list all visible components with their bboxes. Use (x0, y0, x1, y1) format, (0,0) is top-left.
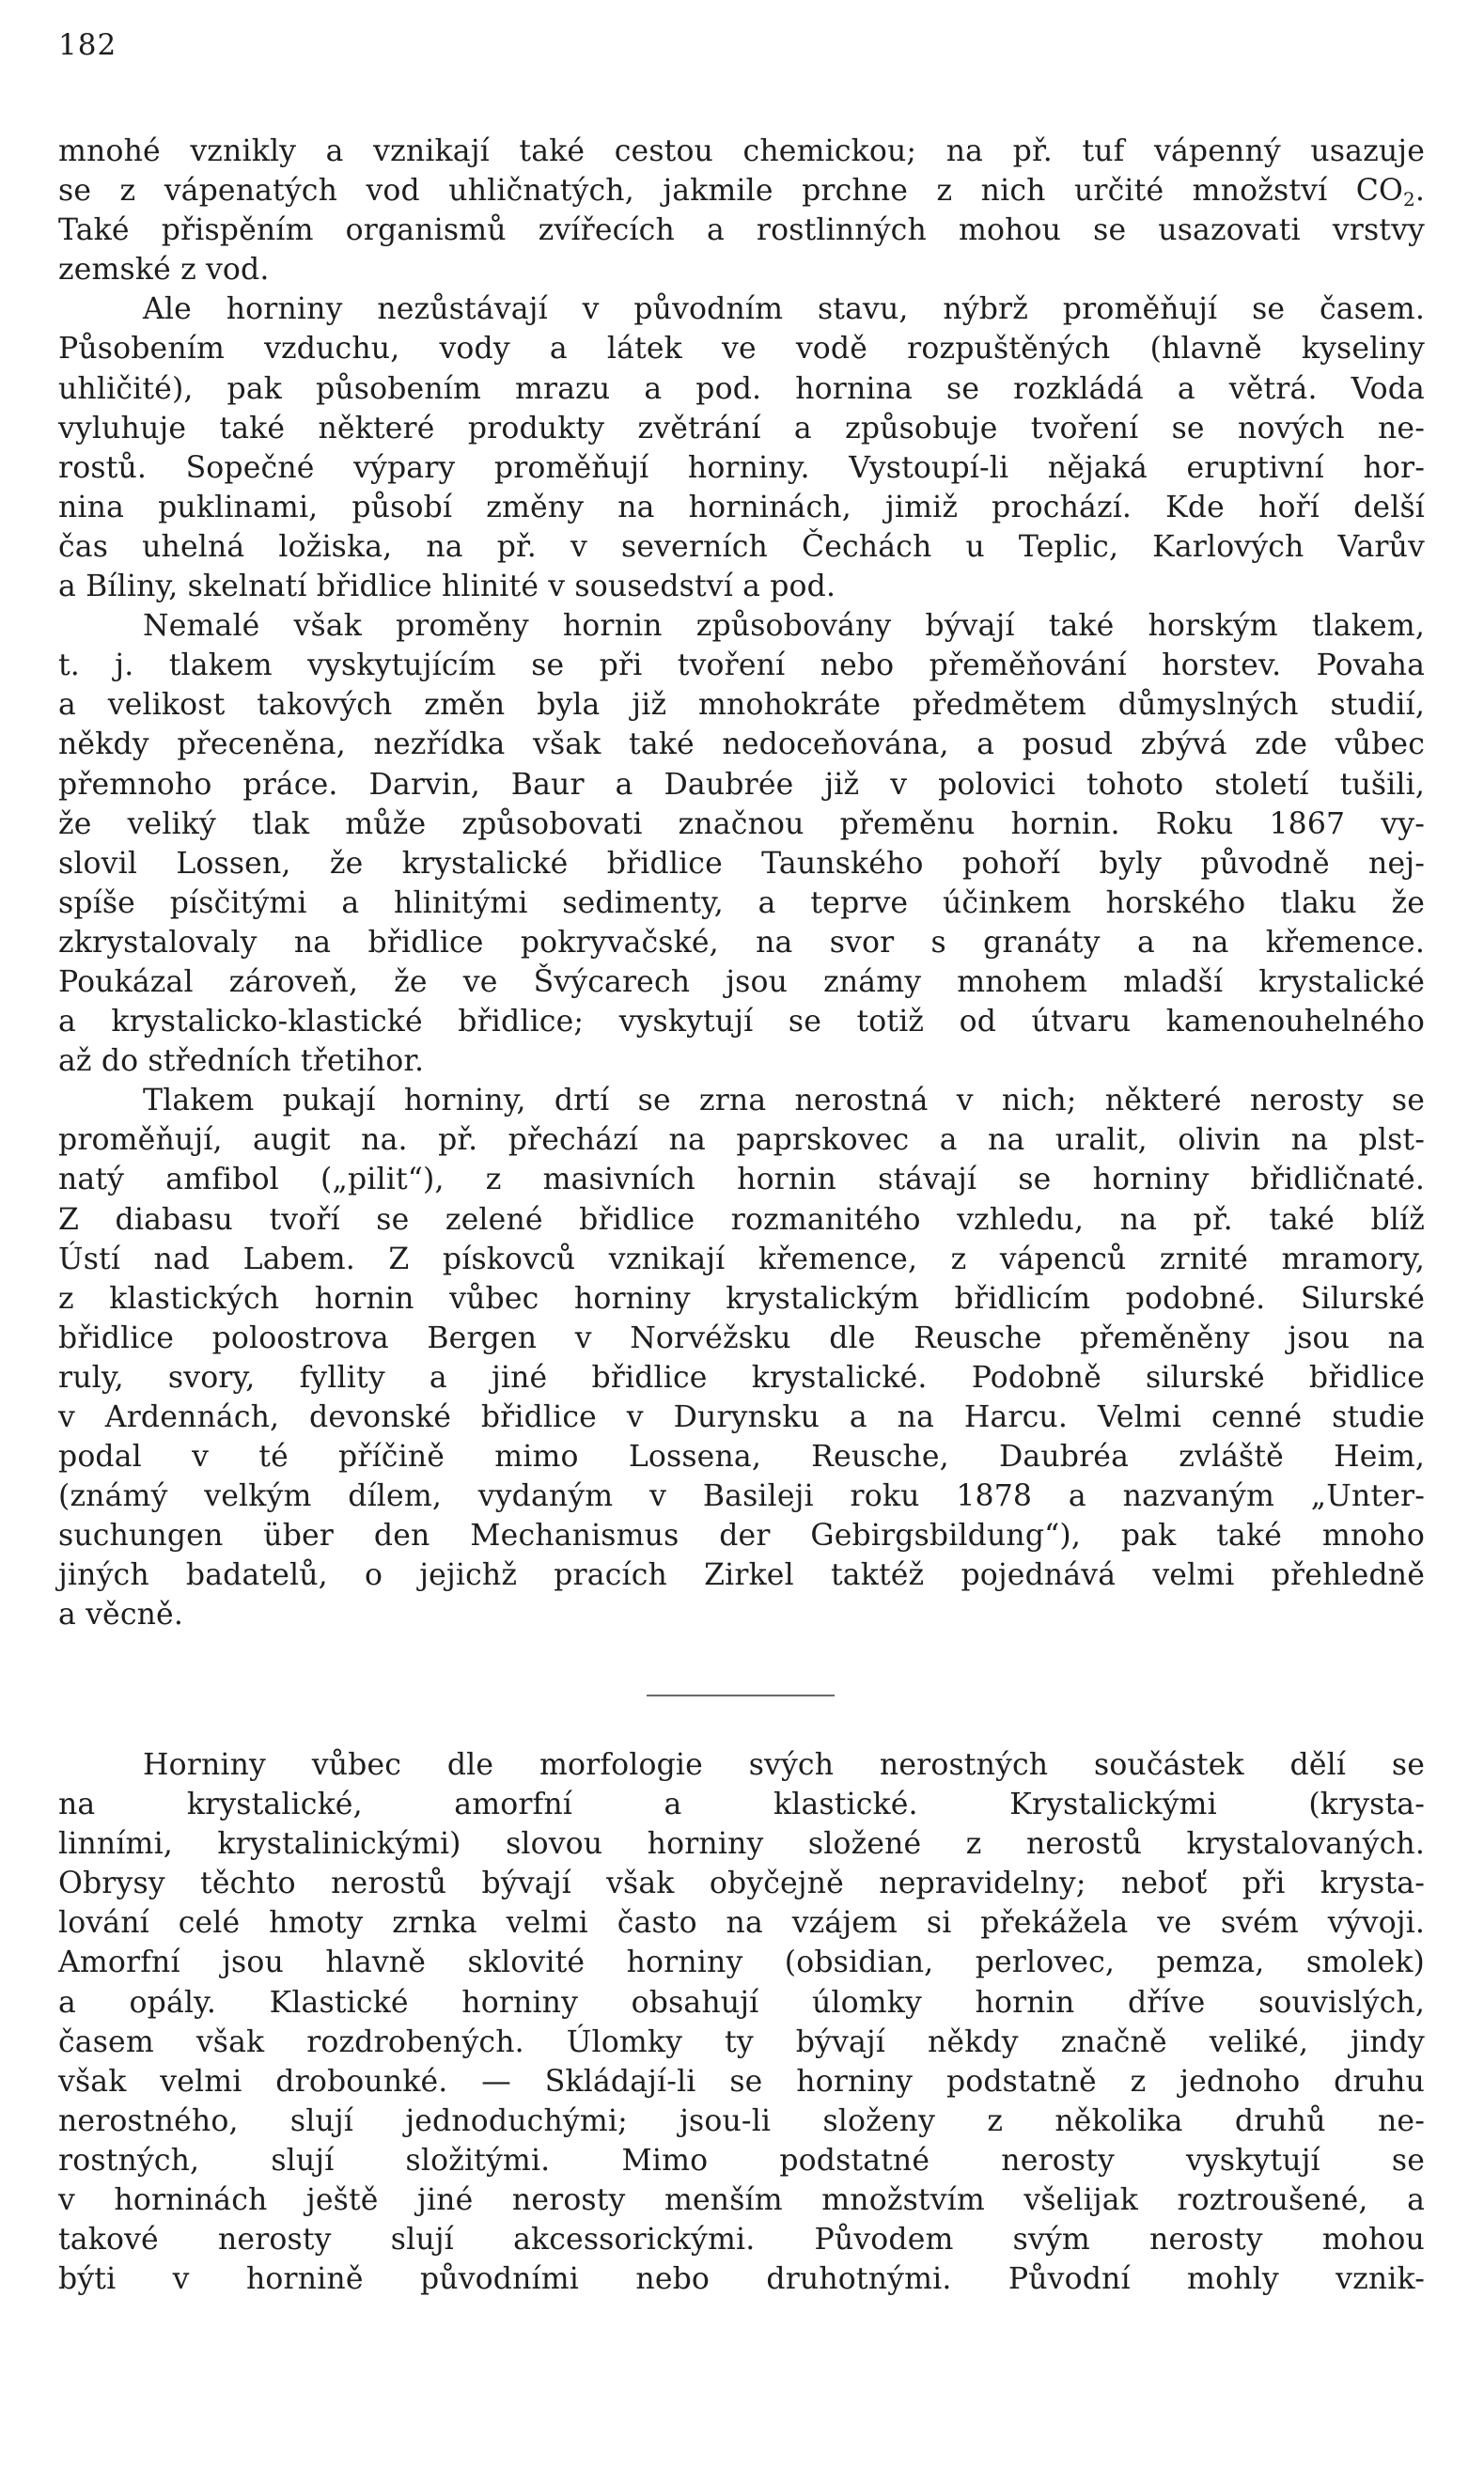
paragraph-start: Tlakem pukají horniny, drtí se zrna nerostná v nich; některé nerosty se (143, 1084, 1425, 1118)
text-line: podal v té příčině mimo Lossena, Reusche, Daubréa zvláště Heim, (58, 1440, 1425, 1475)
text-line: jiných badatelů, o jejichž pracích Zirkel taktéž pojednává velmi přehledně (58, 1558, 1425, 1593)
text-line-content: se z vápenatých vod uhličnatých, jakmile prchne z nich určité množství CO (58, 174, 1403, 209)
text-line-co2 (58, 171, 1425, 211)
text-line: býti v hornině původními nebo druhotnými. Původní mohly vznik- (58, 2262, 1425, 2297)
paragraph-start: Nemalé však proměny hornin způsobovány bývají také horským tlakem, (143, 609, 1425, 644)
text-section-1 (58, 132, 1425, 1635)
text-line: Poukázal zároveň, že ve Švýcarech jsou známy mnohem mladší krystalické (58, 964, 1425, 999)
text-line: až do středních třetihor. (58, 1044, 425, 1079)
text-line: natý amfibol („pilit“), z masivních hornin stávají se horniny břidličnaté. (58, 1163, 1425, 1197)
text-line: slovil Lossen, že krystalické břidlice Taunského pohoří byly původně nej- (58, 846, 1425, 881)
text-line: z klastických hornin vůbec horniny krystalickým břidlicím podobné. Silurské (58, 1281, 1425, 1316)
text-line: a velikost takových změn byla již mnohokráte předmětem důmyslných studií, (58, 688, 1425, 723)
text-line: vyluhuje také některé produkty zvětrání a způsobuje tvoření se nových ne- (58, 411, 1425, 445)
text-line: že veliký tlak může způsobovati značnou přeměnu hornin. Roku 1867 vy- (58, 806, 1425, 841)
text-line: uhličité), pak působením mrazu a pod. hornina se rozkládá a větrá. Voda (58, 371, 1425, 406)
text-line: Amorfní jsou hlavně sklovité horniny (obsidian, perlovec, pemza, smolek) (58, 1946, 1425, 1980)
text-line: časem však rozdrobených. Úlomky ty bývají někdy značně veliké, jindy (58, 2024, 1425, 2059)
text-line: rostů. Sopečné výpary proměňují horniny. Vystoupí-li nějaká eruptivní hor- (58, 450, 1425, 485)
co2-subscript: 2 (1402, 188, 1415, 211)
text-line: Obrysy těchto nerostů bývají však obyčejně nepravidelny; neboť při krysta- (58, 1867, 1425, 1901)
text-line: a opály. Klastické horniny obsahují úlomky hornin dříve souvislých, (58, 1985, 1425, 2020)
text-line: mnohé vznikly a vznikají také cestou chemickou; na př. tuf vápenný usazuje (58, 134, 1425, 168)
paragraph-start: Ale horniny nezůstávají v původním stavu, nýbrž proměňují se časem. (143, 292, 1425, 327)
text-line: a Bíliny, skelnatí břidlice hlinité v sousedství a pod. (58, 570, 836, 604)
text-line: t. j. tlakem vyskytujícím se při tvoření nebo přeměňování horstev. Povaha (58, 649, 1425, 683)
text-line: Ústí nad Labem. Z pískovců vznikají křemence, z vápenců zrnité mramory, (58, 1242, 1425, 1276)
text-section-2 (58, 1745, 1425, 2299)
paragraph-start: Horniny vůbec dle morfologie svých nerostných součástek dělí se (143, 1748, 1425, 1782)
section-divider (647, 1695, 835, 1696)
text-line: suchungen über den Mechanismus der Gebirgsbildung“), pak také mnoho (58, 1519, 1425, 1554)
text-line: spíše písčitými a hlinitými sedimenty, a teprve účinkem horského tlaku že (58, 885, 1425, 920)
text-line: proměňují, augit na. př. přechází na paprskovec a na uralit, olivin na plst- (58, 1123, 1425, 1158)
text-line: rostných, slují složitými. Mimo podstatné nerosty vyskytují se (58, 2143, 1425, 2178)
text-line: Také přispěním organismů zvířecích a rostlinných mohou se usazovati vrstvy (58, 213, 1425, 248)
text-line: zkrystalovaly na břidlice pokryvačské, na svor s granáty a na křemence. (58, 925, 1425, 960)
text-line: a věcně. (58, 1598, 184, 1633)
text-line: a krystalicko-klastické břidlice; vyskytují se totiž od útvaru kamenouhelného (58, 1005, 1425, 1039)
page-number: 182 (58, 28, 117, 62)
text-line: linními, krystalinickými) slovou horniny složené z nerostů krystalovaných. (58, 1827, 1425, 1862)
text-line: nerostného, slují jednoduchými; jsou-li složeny z několika druhů ne- (58, 2103, 1425, 2138)
text-line: Z diabasu tvoří se zelené břidlice rozmanitého vzhledu, na př. také blíž (58, 1202, 1425, 1237)
text-line: nina puklinami, působí změny na horninách, jimiž prochází. Kde hoří delší (58, 490, 1425, 524)
text-line: ruly, svory, fyllity a jiné břidlice krystalické. Podobně silurské břidlice (58, 1360, 1425, 1395)
text-line: čas uhelná ložiska, na př. v severních Čechách u Teplic, Karlových Varův (58, 529, 1425, 564)
text-line: (známý velkým dílem, vydaným v Basileji roku 1878 a nazvaným „Unter- (58, 1479, 1425, 1514)
text-line: zemské z vod. (58, 253, 270, 288)
text-line: lování celé hmoty zrnka velmi často na vzájem si překážela ve svém vývoji. (58, 1906, 1425, 1941)
text-line: v horninách ještě jiné nerosty menším množstvím všelijak roztroušené, a (58, 2183, 1425, 2218)
text-line: přemnoho práce. Darvin, Baur a Daubrée již v polovici tohoto století tušili, (58, 767, 1425, 802)
text-line: takové nerosty slují akcessorickými. Původem svým nerosty mohou (58, 2223, 1425, 2258)
text-line: však velmi drobounké. — Skládají-li se horniny podstatně z jednoho druhu (58, 2064, 1425, 2099)
text-line: břidlice poloostrova Bergen v Norvéžsku dle Reusche přeměněny jsou na (58, 1320, 1425, 1355)
text-line: někdy přeceněna, nezřídka však také nedoceňována, a posud zbývá zde vůbec (58, 727, 1425, 762)
text-line: na krystalické, amorfní a klastické. Krystalickými (krysta- (58, 1788, 1425, 1822)
co2-suffix: . (1414, 174, 1425, 209)
text-line: v Ardennách, devonské břidlice v Durynsku a na Harcu. Velmi cenné studie (58, 1400, 1425, 1434)
text-line: Působením vzduchu, vody a látek ve vodě rozpuštěných (hlavně kyseliny (58, 332, 1425, 367)
